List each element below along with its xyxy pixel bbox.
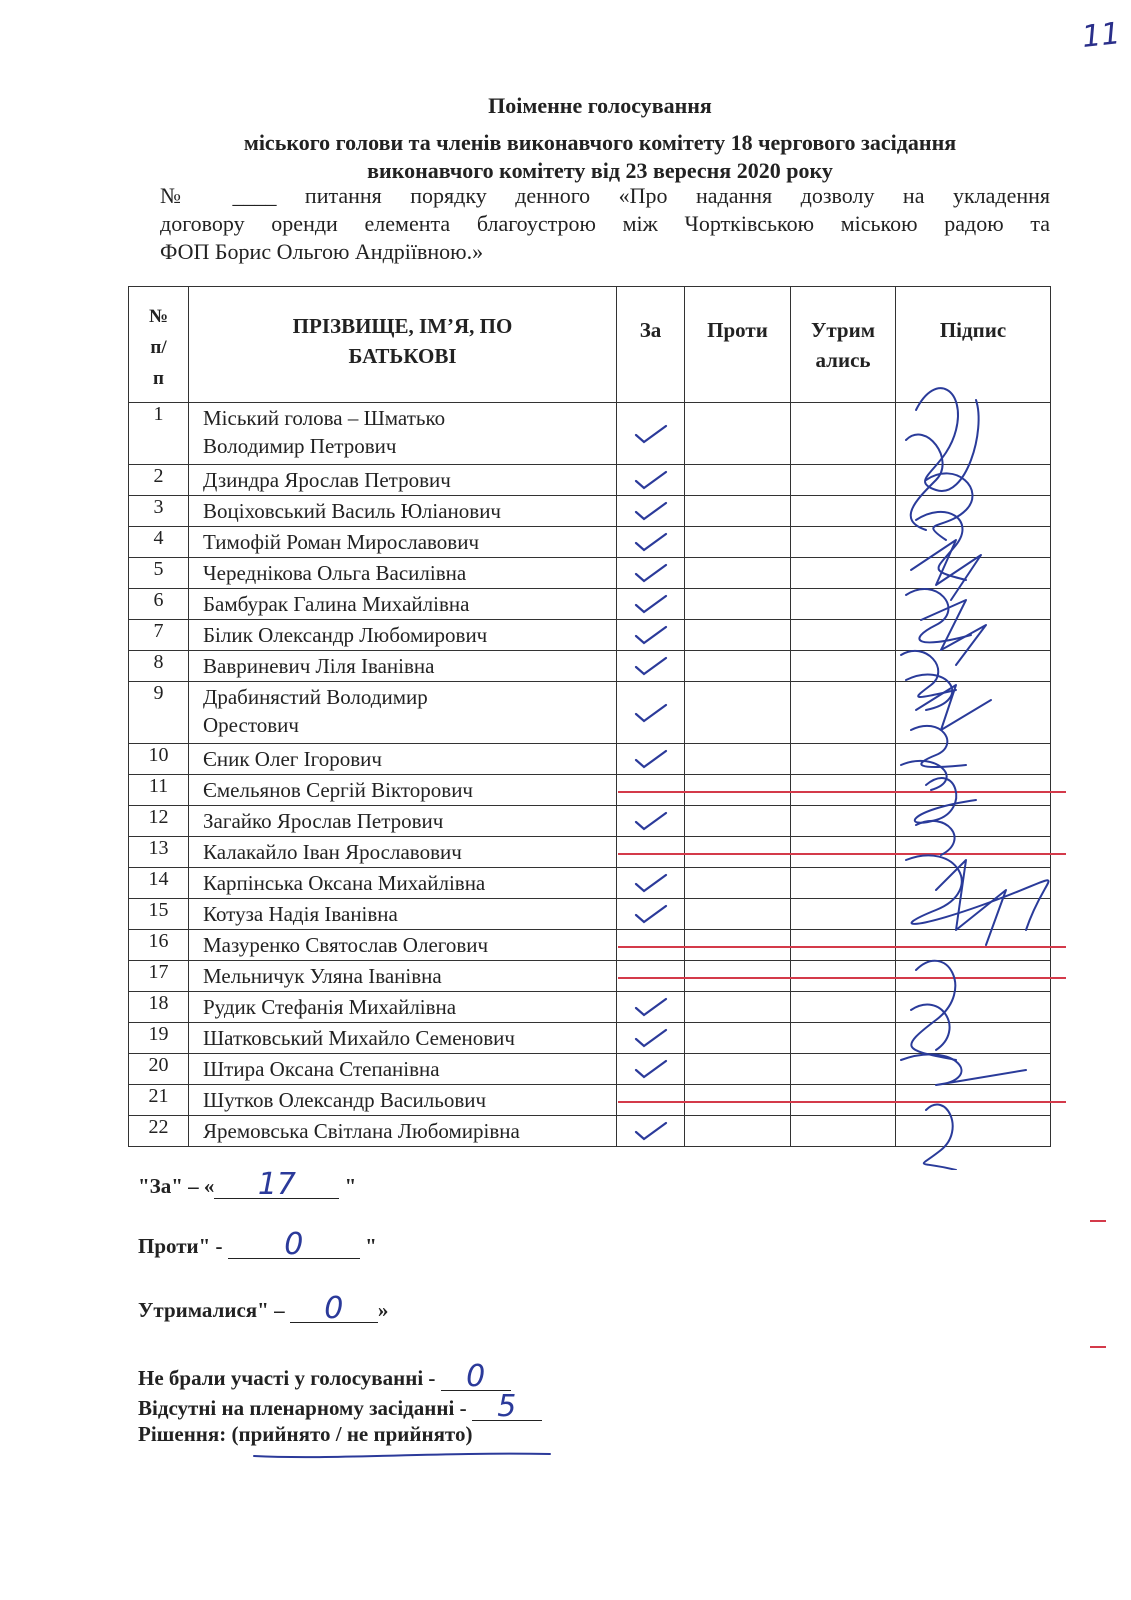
row-number: 19	[129, 1023, 189, 1054]
header-name-line2: БАТЬКОВІ	[348, 344, 457, 368]
member-name: Шатковський Михайло Семенович	[189, 1023, 617, 1054]
vote-for-cell	[617, 589, 685, 620]
vote-for-cell	[617, 1085, 685, 1116]
checkmark-icon	[633, 810, 669, 832]
vote-abstained-cell	[791, 651, 896, 682]
member-name: Дзиндра Ярослав Петрович	[189, 465, 617, 496]
tally-for-suffix: "	[339, 1174, 357, 1198]
checkmark-icon	[633, 872, 669, 894]
header-for: За	[617, 287, 685, 403]
row-number: 18	[129, 992, 189, 1023]
tally-against-value: 0	[228, 1232, 360, 1259]
row-number: 14	[129, 868, 189, 899]
vote-abstained-cell	[791, 589, 896, 620]
vote-abstained-cell	[791, 620, 896, 651]
member-name: Рудик Стефанія Михайлівна	[189, 992, 617, 1023]
vote-for-cell	[617, 1054, 685, 1085]
vote-abstained-cell	[791, 930, 896, 961]
member-name: Вавриневич Ліля Іванівна	[189, 651, 617, 682]
checkmark-icon	[633, 748, 669, 770]
header-name-line1: ПРІЗВИЩЕ, ІМ’Я, ПО	[292, 314, 513, 338]
vote-for-cell	[617, 744, 685, 775]
row-number: 6	[129, 589, 189, 620]
vote-for-cell	[617, 775, 685, 806]
member-name: Яремовська Світлана Любомирівна	[189, 1116, 617, 1147]
vote-abstained-cell	[791, 806, 896, 837]
vote-abstained-cell	[791, 868, 896, 899]
tally-against	[138, 1227, 377, 1262]
vote-against-cell	[685, 744, 791, 775]
vote-against-cell	[685, 930, 791, 961]
vote-for-cell	[617, 868, 685, 899]
vote-abstained-cell	[791, 403, 896, 465]
header-against: Проти	[685, 287, 791, 403]
member-name: Шутков Олександр Васильович	[189, 1085, 617, 1116]
row-number: 2	[129, 465, 189, 496]
member-name: Мазуренко Святослав Олегович	[189, 930, 617, 961]
vote-against-cell	[685, 775, 791, 806]
vote-for-cell	[617, 682, 685, 744]
member-name: Калакайло Іван Ярославович	[189, 837, 617, 868]
vote-abstained-cell	[791, 527, 896, 558]
document-title: Поіменне голосування	[488, 93, 712, 118]
vote-against-cell	[685, 465, 791, 496]
tally-abstained	[138, 1291, 389, 1326]
member-name: Штира Оксана Степанівна	[189, 1054, 617, 1085]
vote-for-cell	[617, 930, 685, 961]
vote-against-cell	[685, 651, 791, 682]
vote-against-cell	[685, 899, 791, 930]
row-number: 13	[129, 837, 189, 868]
vote-against-cell	[685, 1085, 791, 1116]
vote-abstained-cell	[791, 1085, 896, 1116]
row-number: 9	[129, 682, 189, 744]
vote-for-cell	[617, 527, 685, 558]
checkmark-icon	[633, 1120, 669, 1142]
vote-for-cell	[617, 1116, 685, 1147]
vote-for-cell	[617, 806, 685, 837]
vote-abstained-cell	[791, 992, 896, 1023]
checkmark-icon	[633, 423, 669, 445]
checkmark-icon	[633, 702, 669, 724]
vote-for-cell	[617, 558, 685, 589]
checkmark-icon	[633, 469, 669, 491]
document-subtitle-line1: міського голови та членів виконавчого комітету 18 чергового засідання	[243, 130, 957, 155]
vote-for-cell	[617, 837, 685, 868]
vote-abstained-cell	[791, 465, 896, 496]
vote-against-cell	[685, 1116, 791, 1147]
signatures-scribble	[896, 370, 1076, 1170]
row-number: 15	[129, 899, 189, 930]
checkmark-icon	[633, 903, 669, 925]
row-number: 17	[129, 961, 189, 992]
header-abstained-line2: ались	[815, 348, 871, 372]
row-number: 4	[129, 527, 189, 558]
tally-absent-value: 5	[472, 1394, 542, 1421]
decision-line: Рішення: (прийнято / не прийнято)	[138, 1422, 473, 1446]
row-number: 8	[129, 651, 189, 682]
row-number: 22	[129, 1116, 189, 1147]
vote-for-cell	[617, 403, 685, 465]
row-number: 7	[129, 620, 189, 651]
vote-against-cell	[685, 806, 791, 837]
tally-not-voted-value: 0	[441, 1364, 511, 1391]
member-name: Бамбурак Галина Михайлівна	[189, 589, 617, 620]
vote-against-cell	[685, 496, 791, 527]
checkmark-icon	[633, 500, 669, 522]
vote-against-cell	[685, 961, 791, 992]
vote-for-cell	[617, 620, 685, 651]
checkmark-icon	[633, 624, 669, 646]
vote-for-cell	[617, 496, 685, 527]
vote-abstained-cell	[791, 899, 896, 930]
header-number-line1: №	[148, 306, 169, 327]
vote-against-cell	[685, 589, 791, 620]
member-name: Карпінська Оксана Михайлівна	[189, 868, 617, 899]
tally-against-label: Проти" -	[138, 1234, 228, 1258]
vote-against-cell	[685, 620, 791, 651]
member-name-line2: Орестович	[203, 713, 299, 737]
header-abstained	[791, 287, 896, 403]
member-name: Мельничук Уляна Іванівна	[189, 961, 617, 992]
member-name-line2: Володимир Петрович	[203, 434, 397, 458]
member-name	[189, 403, 617, 465]
member-name-line1: Драбинястий Володимир	[203, 685, 428, 709]
vote-for-cell	[617, 961, 685, 992]
checkmark-icon	[633, 996, 669, 1018]
tally-abstained-value: 0	[290, 1296, 378, 1323]
vote-against-cell	[685, 682, 791, 744]
checkmark-icon	[633, 562, 669, 584]
vote-abstained-cell	[791, 682, 896, 744]
row-number: 12	[129, 806, 189, 837]
agenda-question-line2: договору оренди елемента благоустрою між Чортківською міською радою та	[160, 211, 1050, 236]
vote-abstained-cell	[791, 1054, 896, 1085]
vote-against-cell	[685, 527, 791, 558]
vote-abstained-cell	[791, 1023, 896, 1054]
member-name: Загайко Ярослав Петрович	[189, 806, 617, 837]
row-number: 1	[129, 403, 189, 465]
tally-absent-label: Відсутні на пленарному засіданні -	[138, 1396, 472, 1420]
checkmark-icon	[633, 1027, 669, 1049]
vote-against-cell	[685, 1023, 791, 1054]
row-number: 20	[129, 1054, 189, 1085]
header-number-line2: п/	[150, 337, 167, 358]
vote-against-cell	[685, 558, 791, 589]
margin-red-mark	[1090, 1346, 1106, 1348]
vote-against-cell	[685, 403, 791, 465]
checkmark-icon	[633, 593, 669, 615]
row-number: 21	[129, 1085, 189, 1116]
row-number: 3	[129, 496, 189, 527]
member-name: Воціховський Василь Юліанович	[189, 496, 617, 527]
document-subtitle-line2: виконавчого комітету від 23 вересня 2020 року	[367, 158, 833, 183]
vote-abstained-cell	[791, 775, 896, 806]
member-name: Єник Олег Ігорович	[189, 744, 617, 775]
row-number: 11	[129, 775, 189, 806]
tally-abstained-suffix: »	[377, 1298, 389, 1322]
checkmark-icon	[633, 1058, 669, 1080]
handwritten-page-number: 11	[1080, 16, 1122, 55]
row-number: 5	[129, 558, 189, 589]
tally-for	[138, 1167, 357, 1202]
tally-for-value: 17	[214, 1172, 339, 1199]
member-name: Череднікова Ольга Василівна	[189, 558, 617, 589]
margin-red-mark	[1090, 1220, 1106, 1222]
tally-abstained-label: Утрималися" –	[138, 1298, 290, 1322]
member-name: Білик Олександр Любомирович	[189, 620, 617, 651]
vote-for-cell	[617, 992, 685, 1023]
vote-for-cell	[617, 465, 685, 496]
member-name: Котуза Надія Іванівна	[189, 899, 617, 930]
member-name	[189, 682, 617, 744]
vote-abstained-cell	[791, 837, 896, 868]
vote-for-cell	[617, 899, 685, 930]
checkmark-icon	[633, 655, 669, 677]
vote-abstained-cell	[791, 558, 896, 589]
row-number: 10	[129, 744, 189, 775]
vote-abstained-cell	[791, 744, 896, 775]
header-abstained-line1: Утрим	[810, 318, 876, 342]
header-number-line3: п	[153, 368, 164, 389]
member-name-line1: Міський голова – Шматько	[203, 406, 446, 430]
agenda-question	[160, 182, 1050, 266]
vote-against-cell	[685, 1054, 791, 1085]
vote-against-cell	[685, 992, 791, 1023]
agenda-question-line3: ФОП Борис Ольгою Андріївною.»	[160, 239, 484, 264]
tally-absent	[138, 1389, 542, 1424]
member-name: Тимофій Роман Мирославович	[189, 527, 617, 558]
tally-not-voted	[138, 1359, 511, 1394]
vote-against-cell	[685, 837, 791, 868]
header-full-name	[189, 287, 617, 403]
vote-for-cell	[617, 651, 685, 682]
tally-not-voted-label: Не брали участі у голосуванні -	[138, 1366, 441, 1390]
vote-for-cell	[617, 1023, 685, 1054]
vote-abstained-cell	[791, 961, 896, 992]
tally-against-suffix: "	[359, 1234, 377, 1258]
member-name: Ємельянов Сергій Вікторович	[189, 775, 617, 806]
row-number: 16	[129, 930, 189, 961]
vote-abstained-cell	[791, 1116, 896, 1147]
vote-against-cell	[685, 868, 791, 899]
decision-handwritten-underline	[252, 1448, 552, 1462]
checkmark-icon	[633, 531, 669, 553]
tally-for-label: "За" – «	[138, 1174, 215, 1198]
header-signature: Підпис	[896, 287, 1051, 403]
header-number	[129, 287, 189, 403]
vote-abstained-cell	[791, 496, 896, 527]
agenda-question-line1: № ____ питання порядку денного «Про надання дозволу на укладення	[160, 183, 1050, 208]
